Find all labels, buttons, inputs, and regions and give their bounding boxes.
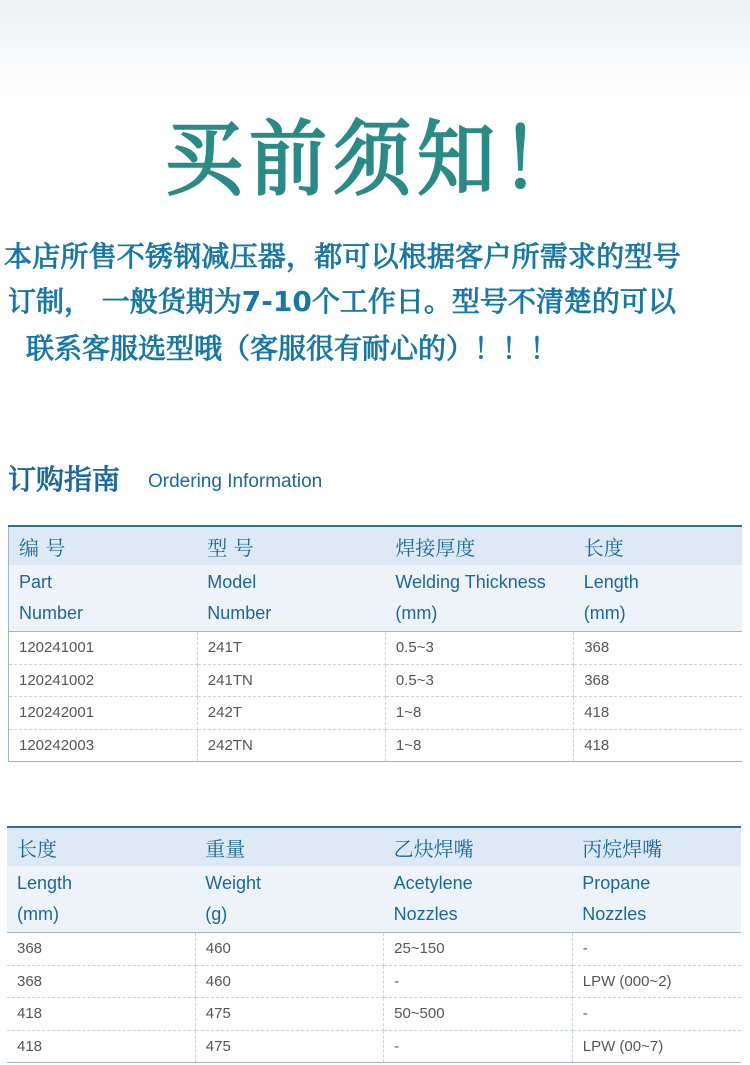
- page-headline: 买前须知！: [164, 112, 585, 208]
- table-row: [7, 1030, 741, 1063]
- table-cell: 242T: [197, 697, 385, 730]
- table-cell: 242TN: [197, 729, 385, 762]
- header-cell: 型 号: [197, 526, 385, 565]
- table-cell: 368: [7, 965, 195, 998]
- table-cell: 460: [195, 965, 383, 998]
- header-en-line1: Welding Thickness: [395, 572, 546, 592]
- table-cell: 1~8: [385, 729, 573, 762]
- table-cell: -: [384, 965, 573, 998]
- table-row: [9, 729, 743, 762]
- header-cell-en: [195, 866, 383, 933]
- table-cell: 0.5~3: [385, 632, 573, 665]
- table-cell: 25~150: [384, 933, 573, 966]
- table-row: [7, 933, 741, 966]
- table-cell: 120241001: [9, 632, 198, 665]
- header-en-line1: Acetylene: [393, 873, 473, 893]
- table-cell: 241T: [197, 632, 385, 665]
- header-en-line2: Nozzles: [582, 904, 647, 924]
- header-cell-en: [9, 565, 198, 632]
- table-cell: 418: [574, 697, 742, 730]
- table-cell: 120241002: [9, 664, 198, 697]
- header-cell: 长度: [7, 827, 195, 866]
- table-cell: 460: [195, 933, 383, 966]
- header-cell-en: [7, 866, 195, 933]
- table-cell: 241TN: [197, 664, 385, 697]
- table-cell: -: [572, 933, 741, 966]
- header-en-line2: (mm): [583, 603, 626, 623]
- table-cell: 1~8: [385, 697, 573, 730]
- table-row: [9, 697, 743, 730]
- table-cell: -: [572, 998, 741, 1031]
- header-en-line2: (mm): [395, 603, 438, 623]
- notice-line-3: 联系客服选型哦（客服很有耐心的）！！！: [26, 332, 559, 365]
- header-en-line1: Length: [17, 873, 73, 893]
- table-cell: -: [384, 1030, 573, 1063]
- table-cell: 368: [7, 933, 195, 966]
- table-row: [7, 998, 741, 1031]
- header-cell: 重量: [195, 827, 383, 866]
- notice-line-1: 本店所售不锈钢减压器，都可以根据客户所需求的型号: [4, 240, 681, 273]
- section-title-cn: 订购指南: [8, 463, 121, 496]
- table-cell: 368: [574, 664, 742, 697]
- header-en-line2: Number: [207, 603, 272, 623]
- table-cell: 418: [7, 998, 195, 1031]
- table-row: [7, 965, 741, 998]
- table-header-row: [9, 526, 743, 565]
- header-en-line1: Part: [19, 572, 53, 592]
- header-en-line1: Model: [207, 572, 257, 592]
- header-cell-en: [385, 565, 573, 632]
- table-cell: 120242003: [9, 729, 198, 762]
- ordering-table-2: [7, 826, 741, 1063]
- header-en-line2: (g): [205, 904, 228, 924]
- table-cell: 120242001: [9, 697, 198, 730]
- table-row: [9, 664, 743, 697]
- ordering-table-1: [8, 525, 742, 762]
- table-cell: 475: [195, 998, 383, 1031]
- table-subheader-row: [9, 565, 743, 632]
- header-en-line1: Length: [583, 572, 639, 592]
- table-subheader-row: [7, 866, 741, 933]
- header-en-line1: Propane: [582, 873, 651, 893]
- table-cell: 368: [574, 632, 742, 665]
- header-en-line2: Number: [19, 603, 84, 623]
- header-cell: 丙烷焊嘴: [572, 827, 741, 866]
- header-en-line2: (mm): [17, 904, 59, 924]
- header-cell-en: [384, 866, 573, 933]
- header-cell-en: [574, 565, 742, 632]
- notice-line-2: 订制， 一般货期为7-10个工作日。型号不清楚的可以: [8, 285, 676, 318]
- header-en-line1: Weight: [205, 873, 261, 893]
- header-cell: 编 号: [9, 526, 198, 565]
- table-cell: LPW (00~7): [582, 1037, 664, 1055]
- header-en-line2: Nozzles: [393, 904, 458, 924]
- table-cell: 50~500: [384, 998, 573, 1031]
- header-cell: 长度: [574, 526, 742, 565]
- header-cell-en: [572, 866, 741, 933]
- section-title-en: Ordering Information: [148, 471, 323, 492]
- table-cell: 418: [7, 1030, 195, 1063]
- header-cell: 乙炔焊嘴: [384, 827, 573, 866]
- table-cell: 418: [584, 736, 610, 754]
- header-cell: 焊接厚度: [385, 526, 573, 565]
- table-cell: LPW (000~2): [572, 965, 741, 998]
- table-row: [9, 632, 743, 665]
- header-cell-en: [197, 565, 385, 632]
- table-cell: 0.5~3: [385, 664, 573, 697]
- table-cell: 475: [195, 1030, 383, 1063]
- table-header-row: [7, 827, 741, 866]
